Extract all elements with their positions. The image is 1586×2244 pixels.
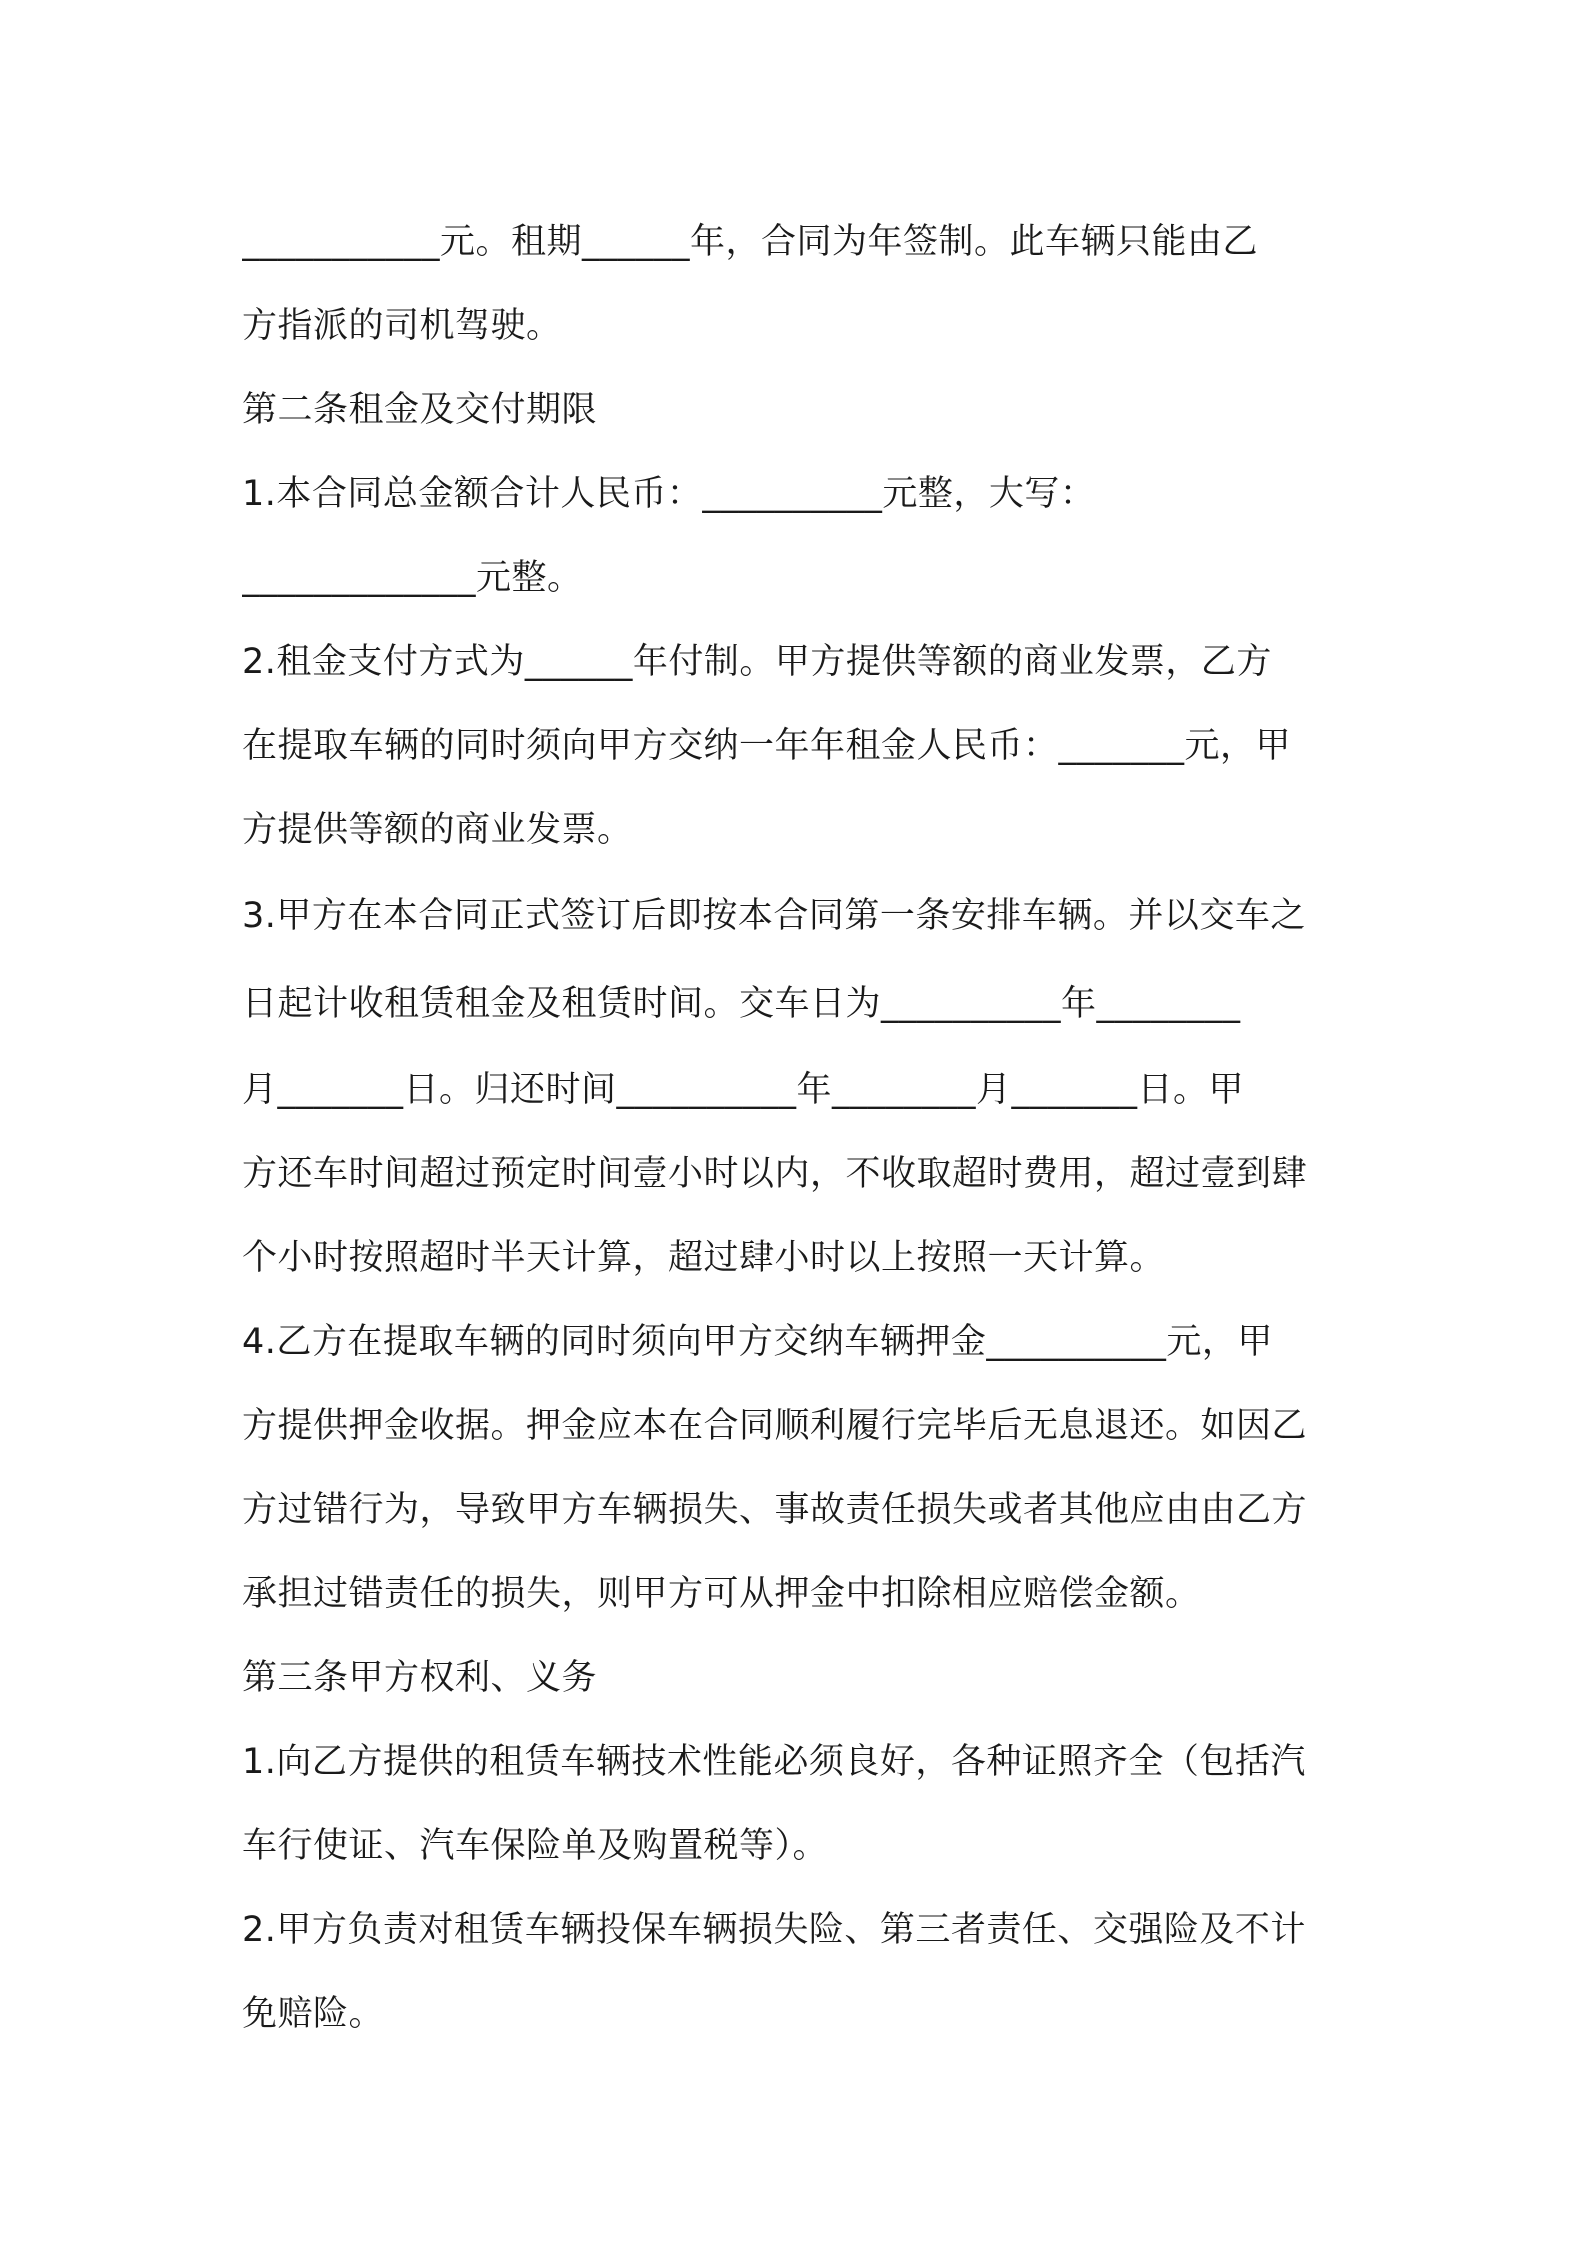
text-line: 方提供等额的商业发票。 xyxy=(242,810,633,850)
text-line: _____________元整。 xyxy=(242,558,583,598)
text-line: 4.乙方在提取车辆的同时须向甲方交纳车辆押金__________元，甲 xyxy=(242,1322,1273,1362)
section-heading: 第三条甲方权利、义务 xyxy=(242,1658,598,1698)
text-line: 1.本合同总金额合计人民币：__________元整，大写： xyxy=(242,474,1096,514)
text-line: 个小时按照超时半天计算，超过肆小时以上按照一天计算。 xyxy=(242,1238,1166,1278)
document-body xyxy=(242,200,1360,2056)
text-line: 2.甲方负责对租赁车辆投保车辆损失险、第三者责任、交强险及不计 xyxy=(242,1910,1306,1950)
text-line: 方提供押金收据。押金应本在合同顺利履行完毕后无息退还。如因乙 xyxy=(242,1406,1308,1446)
text-line: 承担过错责任的损失，则甲方可从押金中扣除相应赔偿金额。 xyxy=(242,1574,1201,1614)
text-line: 1.向乙方提供的租赁车辆技术性能必须良好，各种证照齐全（包括汽 xyxy=(242,1742,1306,1782)
text-line: 车行使证、汽车保险单及购置税等）。 xyxy=(242,1826,829,1866)
text-line: 方过错行为，导致甲方车辆损失、事故责任损失或者其他应由由乙方 xyxy=(242,1490,1308,1530)
text-line: 免赔险。 xyxy=(242,1994,385,2034)
text-line: ___________元。租期______年，合同为年签制。此车辆只能由乙 xyxy=(242,222,1259,262)
text-line: 月_______日。归还时间__________年________月_______日。甲 xyxy=(242,1070,1245,1110)
text-line: 方还车时间超过预定时间壹小时以内，不收取超时费用，超过壹到肆 xyxy=(242,1154,1308,1194)
text-line: 3.甲方在本合同正式签订后即按本合同第一条安排车辆。并以交车之 xyxy=(242,896,1306,936)
text-line: 2.租金支付方式为______年付制。甲方提供等额的商业发票，乙方 xyxy=(242,642,1272,682)
section-heading: 第二条租金及交付期限 xyxy=(242,390,598,430)
text-line: 日起计收租赁租金及租赁时间。交车日为__________年________ xyxy=(242,984,1241,1024)
text-line: 在提取车辆的同时须向甲方交纳一年年租金人民币：_______元，甲 xyxy=(242,726,1292,766)
text-line: 方指派的司机驾驶。 xyxy=(242,306,562,346)
